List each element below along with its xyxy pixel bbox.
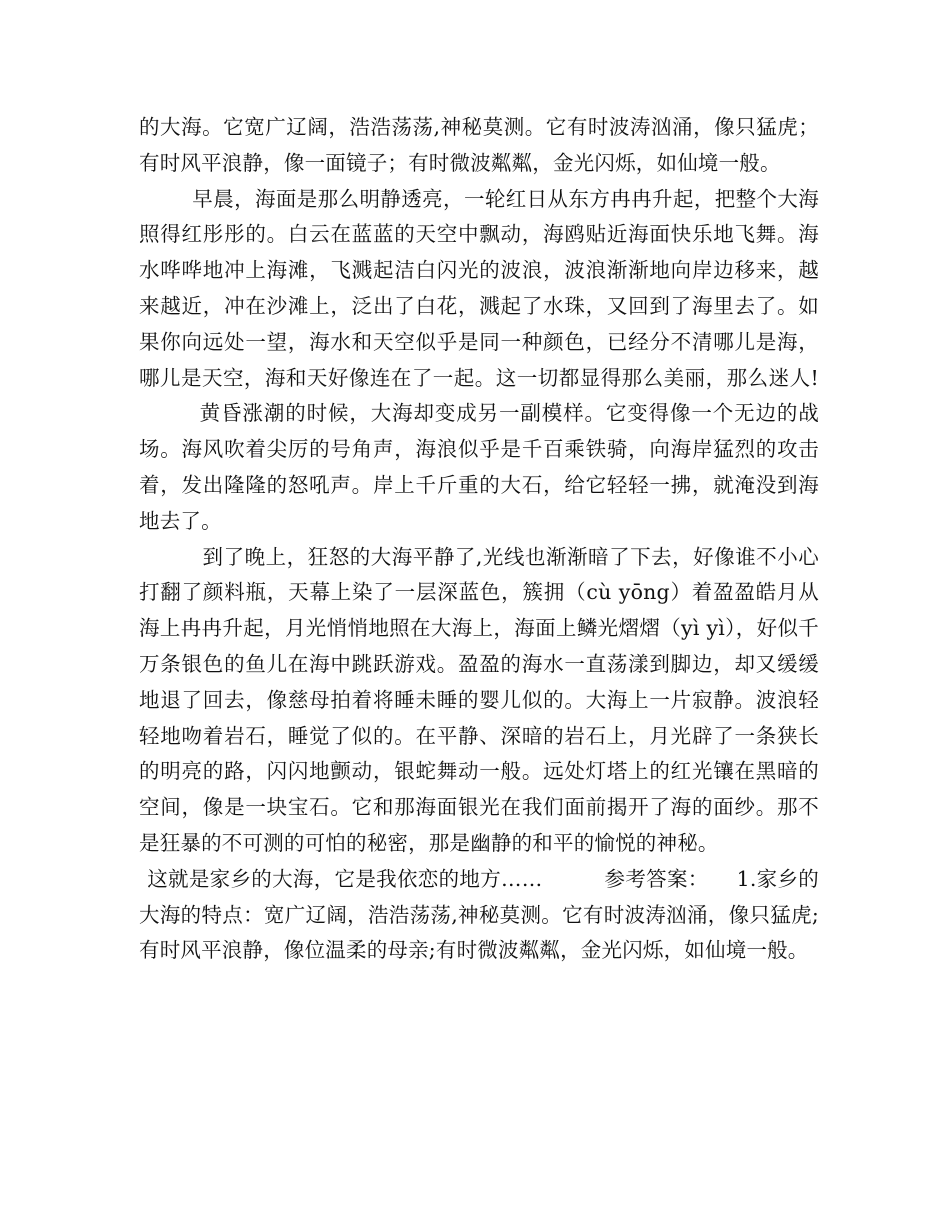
paragraph-conclusion-answer [139, 862, 819, 969]
paragraph-morning-evening [139, 182, 819, 540]
paragraph-sea-intro: 的大海。它宽广辽阔，浩浩荡荡,神秘莫测。它有时波涛汹涌，像只猛虎；有时风平浪静，像一面镜子；有时微波粼粼，金光闪烁，如仙境一般。 [139, 115, 819, 175]
text-morning: 早晨，海面是那么明静透亮，一轮红日从东方冉冉升起，把整个大海照得红彤彤的。白云在蓝蓝的天空中飘动，海鸥贴近海面快乐地飞舞。海水哗哗地冲上海滩，飞溅起洁白闪光的波浪，波浪渐渐地向岸边移来，越来越近，冲在沙滩上，泛出了白花，溅起了水珠，又回到了海里去了。如果你向远处一望，海水和天空似乎是同一种颜色，已经分不清哪儿是海，哪儿是天空，海和天好像连在了一起。这一切都显得那么美丽，那么迷人! [139, 186, 819, 390]
text-evening: 黄昏涨潮的时候，大海却变成另一副模样。它变得像一个无边的战场。海风吹着尖厉的号角声，海浪似乎是千百乘铁骑，向海岸猛烈的攻击着，发出隆隆的怒吼声。岸上千斤重的大石，给它轻轻一拂，就淹没到海地去了。 [139, 401, 819, 533]
text-answer-heading: 参考答案： [604, 866, 709, 891]
document-page [139, 110, 819, 969]
text-conclusion: 这就是家乡的大海，它是我依恋的地方…… [147, 866, 543, 891]
text-answer-1: 1.家乡的大海的特点：宽广辽阔，浩浩荡荡,神秘莫测。它有时波涛汹涌，像只猛虎;有时风平浪静，像位温柔的母亲;有时微波粼粼，金光闪烁，如仙境一般。 [139, 866, 820, 963]
paragraph-night: 到了晚上，狂怒的大海平静了,光线也渐渐暗了下去，好像谁不小心打翻了颜料瓶，天幕上染了一层深蓝色，簇拥（cù yōng）着盈盈皓月从海上冉冉升起，月光悄悄地照在大海上，海面上鳞光熠熠（yì yì），好似千万条银色的鱼儿在海中跳跃游戏。盈盈的海水一直荡漾到脚边，却又缓缓地退了回去，像慈母拍着将睡未睡的婴儿似的。大海上一片寂静。波浪轻轻地吻着岩石，睡觉了似的。在平静、深暗的岩石上，月光辟了一条狭长的明亮的路，闪闪地颤动，银蛇舞动一般。远处灯塔上的红光镶在黑暗的空间，像是一块宝石。它和那海面银光在我们面前揭开了海的面纱。那不是狂暴的不可测的可怕的秘密，那是幽静的和平的愉悦的神秘。 [139, 544, 819, 855]
